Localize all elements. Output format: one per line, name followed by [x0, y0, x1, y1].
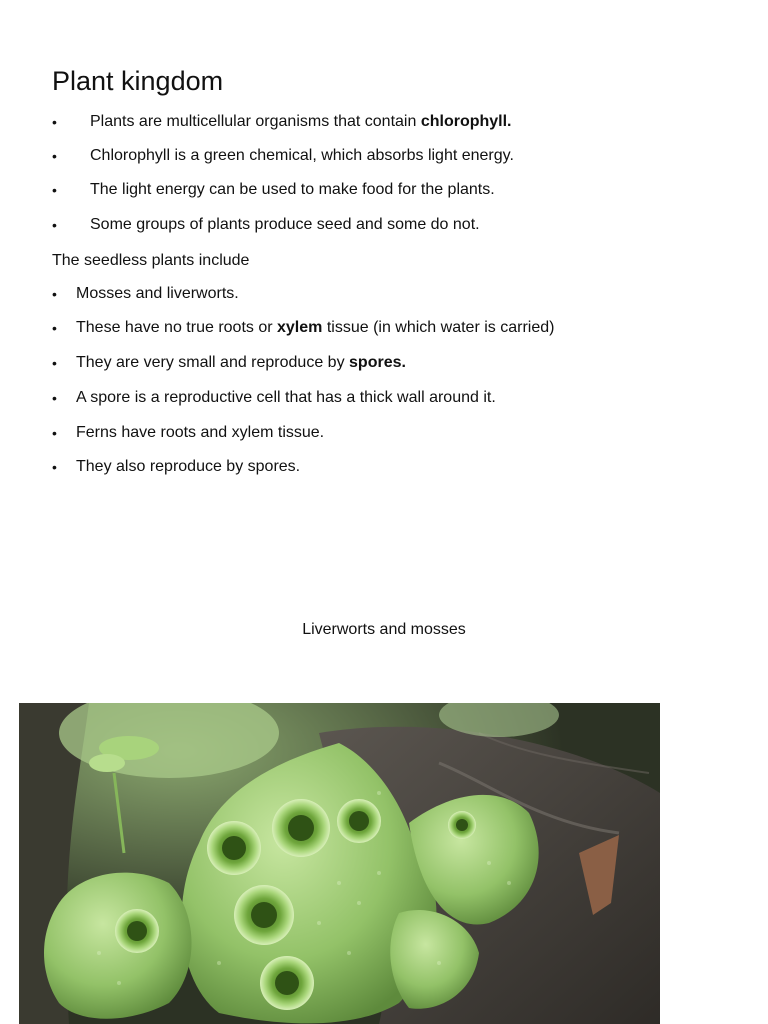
- photo-illustration: [19, 703, 660, 1024]
- seedless-heading: The seedless plants include: [52, 252, 250, 269]
- list-item-text: Mosses and liverworts.: [76, 285, 239, 302]
- list-item-text: Ferns have roots and xylem tissue.: [76, 424, 325, 441]
- bullet-icon: •: [52, 182, 57, 198]
- image-caption: Liverworts and mosses: [302, 621, 466, 638]
- list-item-text: They are very small and reproduce by spores.: [76, 354, 406, 371]
- bullet-icon: •: [52, 114, 57, 130]
- bullet-icon: •: [52, 459, 57, 475]
- list-item-text: The light energy can be used to make food for the plants.: [90, 181, 495, 198]
- bullet-icon: •: [52, 390, 57, 406]
- bullet-icon: •: [52, 286, 57, 302]
- list-item-text: These have no true roots or xylem tissue (in which water is carried): [76, 319, 555, 336]
- liverwort-moss-photo: [19, 703, 660, 1024]
- bullet-icon: •: [52, 320, 57, 336]
- bullet-icon: •: [52, 355, 57, 371]
- list-item-text: They also reproduce by spores.: [76, 458, 301, 475]
- list-item-text: A spore is a reproductive cell that has a thick wall around it.: [76, 389, 496, 406]
- page-title: Plant kingdom: [52, 66, 224, 96]
- bullet-icon: •: [52, 425, 57, 441]
- list-item-text: Some groups of plants produce seed and some do not.: [90, 216, 480, 233]
- bullet-icon: •: [52, 217, 57, 233]
- list-item-text: Chlorophyll is a green chemical, which absorbs light energy.: [90, 147, 514, 164]
- bullet-icon: •: [52, 148, 57, 164]
- list-item-text: Plants are multicellular organisms that contain chlorophyll.: [90, 113, 512, 130]
